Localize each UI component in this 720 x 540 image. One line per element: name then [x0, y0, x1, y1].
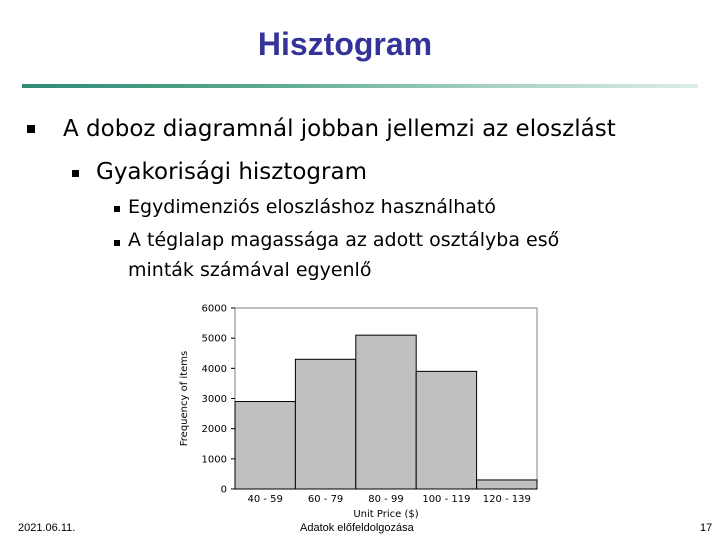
y-tick-label: 1000 — [201, 454, 227, 466]
bullet-level2-marker — [72, 170, 79, 177]
histogram-bar — [356, 335, 416, 489]
bullet-level2-text: Gyakorisági hisztogram — [96, 159, 367, 185]
y-axis-label: Frequency of items — [179, 350, 190, 447]
y-tick-label: 0 — [220, 484, 227, 496]
x-tick-label: 120 - 139 — [482, 494, 531, 505]
footer-title: Adatok előfeldolgozása — [300, 522, 414, 534]
x-tick-label: 80 - 99 — [368, 494, 404, 505]
histogram-bar — [416, 371, 476, 489]
x-tick-label: 60 - 79 — [307, 494, 344, 505]
page-number: 17 — [700, 522, 713, 534]
bullet-level1-marker — [27, 125, 35, 133]
histogram-chart — [175, 300, 545, 525]
x-tick-label: 100 - 119 — [422, 494, 471, 505]
bullet-level3-marker-1 — [114, 206, 120, 212]
histogram-bar — [295, 359, 355, 489]
x-axis-label: Unit Price ($) — [353, 509, 419, 520]
footer-date: 2021.06.11. — [18, 522, 76, 534]
histogram-bar — [477, 480, 537, 489]
slide-title: Hisztogram — [257, 26, 433, 62]
y-tick-label: 5000 — [201, 333, 227, 345]
y-tick-label: 3000 — [201, 394, 227, 405]
bullet-level3-text-2-continued: minták számával egyenlő — [128, 259, 372, 281]
y-tick-label: 2000 — [201, 424, 227, 436]
bullet-level1-text: A doboz diagramnál jobban jellemzi az eloszlást — [63, 116, 616, 142]
bullet-level3-marker-2 — [114, 240, 120, 246]
histogram-bar — [235, 402, 295, 489]
y-tick-label: 4000 — [201, 363, 227, 375]
bullet-level3-text-1: Egydimenziós eloszláshoz használható — [128, 196, 496, 218]
y-tick-label: 6000 — [201, 303, 227, 315]
bullet-level3-text-2: A téglalap magassága az adott osztályba eső — [128, 229, 560, 251]
title-divider — [22, 84, 698, 88]
x-tick-label: 40 - 59 — [247, 494, 283, 505]
